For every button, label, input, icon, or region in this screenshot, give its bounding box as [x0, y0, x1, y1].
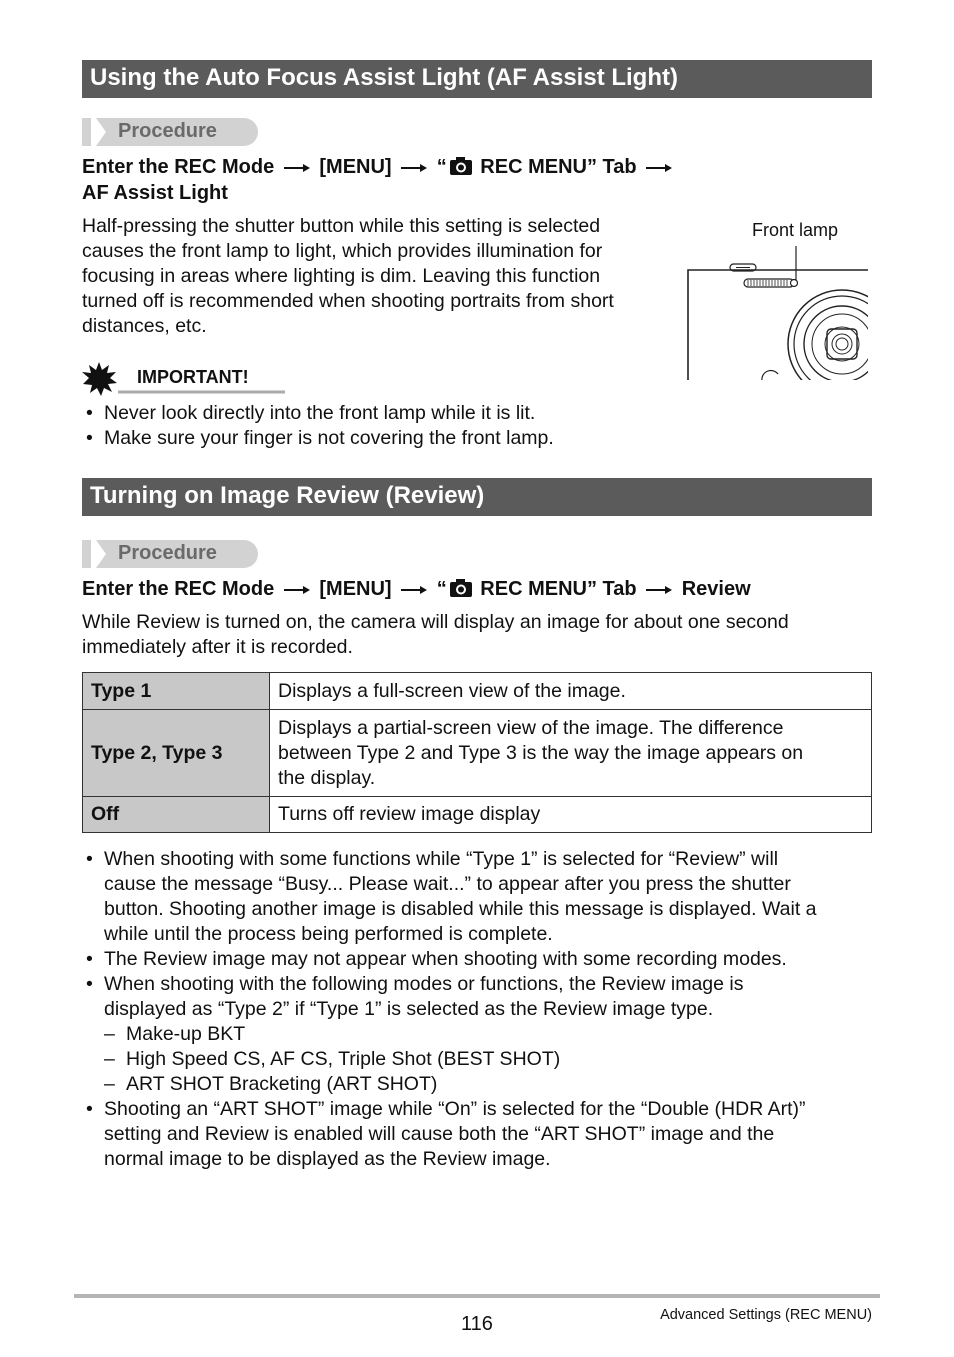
text-line: between Type 2 and Type 3 is the way the image appears on — [278, 741, 804, 764]
list-item-text: Never look directly into the front lamp while it is lit. — [104, 402, 536, 424]
section-heading-review: Turning on Image Review (Review) — [82, 478, 872, 516]
review-options-table — [82, 672, 872, 833]
text-line: the display. — [278, 766, 376, 789]
procedure-label: Procedure — [118, 542, 217, 564]
sub-list-item: – Make-up BKT — [104, 1023, 246, 1045]
table-row — [83, 673, 872, 710]
text-line: turned off is recommended when shooting portraits from short — [82, 290, 614, 312]
text-line: causes the front lamp to light, which provides illumination for — [82, 240, 603, 262]
op-step-rec-menu-tab: REC MENU” Tab — [480, 578, 637, 600]
table-row — [83, 797, 872, 833]
text-line: When shooting with some functions while “Type 1” is selected for “Review” will — [104, 848, 779, 870]
arrow-right-icon — [642, 154, 676, 180]
op-step-rec-menu-tab: REC MENU” Tab — [480, 156, 637, 178]
table-row — [83, 710, 872, 797]
text-line: focusing in areas where lighting is dim. Leaving this function — [82, 265, 601, 287]
op-step-menu: [MENU] — [319, 578, 392, 600]
text-line: Displays a full-screen view of the image. — [278, 679, 626, 702]
footer-section-name: Advanced Settings (REC MENU) — [660, 1307, 872, 1323]
op-quote-open: “ — [436, 156, 447, 178]
camera-icon — [449, 156, 473, 183]
operation-path — [82, 154, 676, 183]
table-key: Type 1 — [83, 673, 270, 710]
procedure-label: Procedure — [118, 120, 217, 142]
text-line: cause the message “Busy... Please wait...” to appear after you press the shutter — [104, 873, 791, 895]
arrow-right-icon — [397, 154, 431, 180]
page-number: 116 — [461, 1313, 493, 1335]
sub-list-item-text: ART SHOT Bracketing (ART SHOT) — [126, 1073, 438, 1095]
important-label: IMPORTANT! — [137, 367, 249, 387]
arrow-right-icon — [280, 576, 314, 602]
review-description — [82, 610, 872, 660]
text-line: setting and Review is enabled will cause both the “ART SHOT” image and the — [104, 1123, 775, 1145]
sub-list-item: – High Speed CS, AF CS, Triple Shot (BEST SHOT) — [104, 1048, 561, 1070]
text-line: displayed as “Type 2” if “Type 1” is selected as the Review image type. — [104, 998, 714, 1020]
op-step-review: Review — [681, 578, 751, 600]
op-step-af-assist-light: AF Assist Light — [82, 182, 228, 204]
camera-front-illustration — [684, 246, 870, 382]
op-step-rec-mode: Enter the REC Mode — [82, 578, 275, 600]
op-step-menu: [MENU] — [319, 156, 392, 178]
section-heading-af-assist: Using the Auto Focus Assist Light (AF Assist Light) — [82, 60, 872, 98]
text-line: Displays a partial-screen view of the image. The difference — [278, 716, 784, 739]
table-key: Off — [83, 797, 270, 833]
text-line: Half-pressing the shutter button while this setting is selected — [82, 215, 601, 237]
text-line: When shooting with the following modes or functions, the Review image is — [104, 973, 744, 995]
footer-rule — [74, 1294, 880, 1298]
text-line: button. Shooting another image is disabled while this message is displayed. Wait a — [104, 898, 817, 920]
sub-list-item-text: High Speed CS, AF CS, Triple Shot (BEST SHOT) — [126, 1048, 561, 1070]
text-line: immediately after it is recorded. — [82, 636, 353, 658]
arrow-right-icon — [642, 576, 676, 602]
text-line: normal image to be displayed as the Review image. — [104, 1148, 551, 1170]
af-assist-description — [82, 214, 672, 339]
procedure-tab — [82, 118, 258, 146]
table-key: Type 2, Type 3 — [83, 710, 270, 797]
op-step-rec-mode: Enter the REC Mode — [82, 156, 275, 178]
procedure-tab — [82, 540, 258, 568]
list-item-text — [104, 947, 787, 972]
text-line: Shooting an “ART SHOT” image while “On” is selected for the “Double (HDR Art)” — [104, 1098, 806, 1120]
list-item-text: Make sure your finger is not covering the front lamp. — [104, 427, 554, 449]
table-value — [270, 710, 872, 797]
text-line: The Review image may not appear when shooting with some recording modes. — [104, 948, 787, 970]
text-line: while until the process being performed is complete. — [104, 923, 553, 945]
arrow-right-icon — [280, 154, 314, 180]
sub-list-item-text: Make-up BKT — [126, 1023, 246, 1045]
front-lamp-label: Front lamp — [752, 220, 839, 240]
sub-list-item: – ART SHOT Bracketing (ART SHOT) — [104, 1073, 438, 1095]
arrow-right-icon — [397, 576, 431, 602]
text-line: While Review is turned on, the camera will display an image for about one second — [82, 611, 789, 633]
text-line: Turns off review image display — [278, 803, 541, 825]
list-item-text — [104, 972, 744, 1097]
text-line: distances, etc. — [82, 315, 207, 337]
table-value — [270, 797, 872, 833]
table-value — [270, 673, 872, 710]
camera-icon — [449, 578, 473, 605]
op-quote-open: “ — [436, 578, 447, 600]
operation-path — [82, 576, 751, 605]
list-item-text — [104, 1097, 806, 1172]
list-item-text — [104, 847, 817, 947]
